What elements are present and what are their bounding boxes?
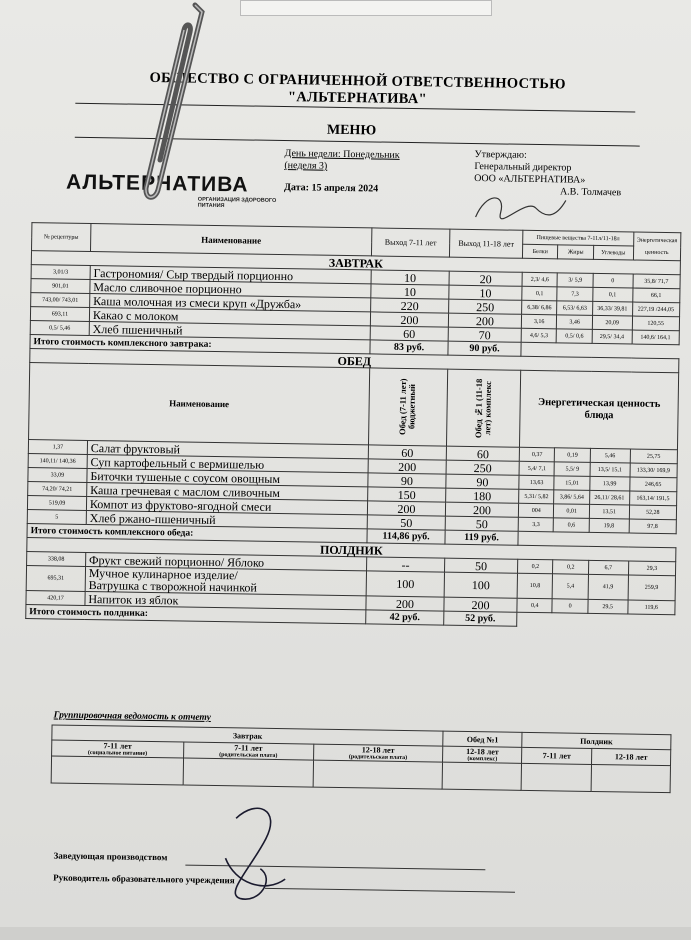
portion-junior: 200 [366,596,444,611]
dish-name: Каша молочная из смеси круп «Дружба» [90,293,371,311]
recipe-code: 338,08 [27,552,86,567]
recipe-code: 1,37 [28,440,87,455]
protein-value: 5,31/ 5,82 [519,489,555,504]
portion-senior: 60 [446,446,519,461]
grouping-c6: 12-18 лет [592,748,671,765]
carb-value: 0,1 [593,287,633,302]
dish-name: Хлеб пшеничный [89,321,370,339]
portion-junior: 200 [368,459,446,474]
grouping-lunch: Обед №1 [443,731,522,747]
snack-total-1: 42 руб. [366,610,444,625]
nutrients-header: Пищевые вещества 7-11л/11-18л [523,230,634,246]
carb-value: 29,5/ 34,4 [592,329,632,344]
breakfast-total-2: 90 руб. [448,341,521,356]
signature-line [265,888,515,893]
portion-senior: 70 [448,327,521,342]
dish-name: Биточки тушеные с соусом овощным [87,468,368,486]
dish-name: Каша гречневая с маслом сливочным [87,482,368,500]
protein-value: 0,37 [519,447,555,462]
breakfast-section-title: ЗАВТРАК [31,251,680,275]
menu-title: МЕНЮ [326,122,377,139]
portion-senior: 10 [449,285,522,300]
lunch-total-1: 114,86 руб. [367,529,445,544]
lunch-col1-header [368,368,447,446]
snack-section-title: ПОЛДНИК [27,538,676,562]
grouping-table [51,724,672,793]
grouping-snack: Полдник [522,732,671,749]
dish-name: Какао с молоком [89,307,370,325]
recipe-code: 420,17 [26,591,85,606]
dish-name: Масло сливочное порционно [90,280,371,298]
fat-value: 15,01 [554,476,590,491]
protein-value: 2,3/ 4,6 [522,272,558,287]
menu-date: Дата: 15 апреля 2024 [283,182,379,195]
carb-value: 19,8 [589,518,629,533]
fat-value: 0,01 [554,504,590,519]
dish-name-line: Мучное кулинарное изделие/ [88,566,238,583]
fat-value: 0,6 [554,518,590,533]
energy-value: 66,1 [632,288,680,303]
dish-name: Напиток из яблок [85,591,366,609]
protein-value: 4,6/ 5,3 [521,328,557,343]
approve-line: ООО «АЛЬТЕРНАТИВА» [474,173,586,186]
fat-value: 7,3 [557,287,593,302]
energy-value: 35,8/ 71,7 [632,274,680,289]
c4s: (комплекс) [467,755,498,763]
snack-total-label: Итого стоимость полдника: [26,605,366,624]
carb-value: 36,33/ 39,81 [592,301,632,316]
breakfast-total-label: Итого стоимость комплексного завтрака: [30,335,370,354]
protein-value: 6,38/ 6,86 [522,300,558,315]
portion-junior: 220 [371,298,449,313]
protein-value: 0,4 [517,598,553,613]
energy-value: 29,3 [628,561,676,576]
org-line-2: "АЛЬТЕРНАТИВА" [287,89,428,108]
protein-value: 10,8 [517,573,553,599]
protein-value: 004 [518,503,554,518]
fat-value: 5,5/ 9 [554,462,590,477]
menu-document [14,60,688,940]
energy-value: 163,14/ 191,5 [629,491,677,506]
carb-value: 13,51 [589,504,629,519]
energy-value: 246,65 [629,477,677,492]
carb-value: 13,99 [590,476,630,491]
portion-junior: -- [366,557,444,572]
dish-name: Хлеб ржано-пшеничный [86,510,367,528]
menu-table [25,222,681,629]
carb-value: 0 [593,273,633,288]
recipe-code: 901,01 [31,279,90,294]
carb-value: 20,09 [592,315,632,330]
carb-value: 41,9 [588,574,628,600]
snack-rows [26,552,676,615]
logo-wordmark: АЛЬТЕРНАТИВА [65,170,249,197]
c3: 12-18 лет [361,745,395,755]
lunch-total-2: 119 руб. [445,530,518,545]
c2: 7-11 лет [234,743,263,753]
fat-value: 0,19 [555,448,591,463]
carb-value: 6,7 [588,560,628,575]
fat-value: 3/ 5,9 [557,273,593,288]
energy-value: 25,75 [630,449,678,464]
dish-name: Суп картофельный с вермишелью [87,454,368,472]
portion-senior: 50 [445,516,518,531]
lunch-section-title: ОБЕД [30,349,679,373]
signature-head-label: Руководитель образовательного учреждения [53,872,235,886]
lunch-energy-header: Энергетическая ценность блюда [520,370,679,449]
signature-production-label: Заведующая производством [53,850,168,863]
recipe-code: 33,09 [28,468,87,483]
energy-value: 52,28 [629,505,677,520]
fat-value: 0,5/ 0,6 [557,329,593,344]
portion-senior: 200 [448,313,521,328]
fat-value: 0,2 [553,560,589,575]
carb-value: 13,5/ 15,1 [590,462,630,477]
weekday: День недели: Понедельник [284,148,400,161]
out1-col-header: Выход 7-11 лет [371,228,449,257]
grouping-title: Группировочная ведомость к отчету [53,710,211,723]
lunch-col1-text: Обед (7-11 лет) бюджетный [397,378,418,436]
recipe-code: 693,11 [30,307,89,322]
portion-senior: 50 [445,558,518,573]
paper-clip [140,0,220,210]
portion-junior: 10 [371,284,449,299]
recipe-col-header: № рецептуры [32,223,91,252]
lunch-total-label: Итого стоимость комплексного обеда: [27,524,367,543]
grouping-c5: 7-11 лет [522,747,592,764]
protein-value: 3,3 [518,517,554,532]
carb-value: 5,46 [590,448,630,463]
energy-value: 227,19 /244,05 [632,302,680,317]
director-signature [465,187,576,229]
protein-value: 0,2 [518,559,554,574]
week-number: (неделя 3) [284,160,328,172]
day-info [284,148,400,196]
portion-junior: 10 [371,270,449,285]
dish-name: Салат фруктовый [87,440,368,458]
fat-value: 3,46 [557,315,593,330]
recipe-code: 695,31 [26,566,85,592]
lunch-name-header: Наименование [29,363,370,445]
c4: 12-18 лет [466,746,499,757]
c3s: (родительская плата) [348,754,408,762]
lunch-col2-header [446,369,520,447]
portion-junior: 150 [368,487,446,502]
recipe-code: 743,00/ 743,01 [31,293,90,308]
lunch-col2-text: Обед №1 (11-18 лет) комплекс [473,378,494,438]
grouping-breakfast: Завтрак [52,725,444,746]
approve-line: Генеральный директор [474,161,572,174]
protein-value: 5,4/ 7,1 [519,461,555,476]
energy-value: 133,30/ 169,9 [630,463,678,478]
out2-col-header: Выход 11-18 лет [449,229,522,258]
lunch-rows [27,440,677,534]
portion-senior: 180 [446,488,519,503]
fat-value: 3,86/ 5,64 [554,490,590,505]
table-header-row [32,223,681,247]
recipe-code: 74,20/ 74,21 [28,482,87,497]
energy-value: 119,6 [627,600,675,615]
portion-junior: 60 [370,326,448,341]
portion-junior: 90 [368,473,446,488]
portion-senior: 100 [444,572,517,598]
portion-junior: 50 [367,515,445,530]
portion-junior: 60 [368,445,446,460]
name-col-header: Наименование [90,224,371,256]
breakfast-rows [30,265,680,345]
dish-name: Компот из фруктово-ягодной смеси [86,496,367,514]
dish-name: Гастрономия/ Сыр твердый порционно [90,266,371,284]
protein-value: 13,63 [519,475,555,490]
energy-value: 120,55 [632,316,680,331]
fat-header: Жиры [558,245,594,260]
portion-senior: 250 [449,299,522,314]
c1s: (социальное питание) [87,750,148,757]
grouping-c4 [443,746,522,763]
protein-value: 0,1 [522,286,558,301]
recipe-code: 3,01/3 [31,265,90,280]
portion-senior: 200 [445,502,518,517]
dish-name-line: Ватрушка с творожной начинкой [88,578,258,595]
fat-value: 5,4 [553,574,589,600]
carb-value: 29,5 [588,599,628,614]
portion-junior: 100 [366,571,444,597]
carb-value: 26,11/ 28,61 [589,490,629,505]
dish-name [85,566,366,595]
breakfast-total-1: 83 руб. [370,340,448,355]
protein-header: Белки [522,244,558,259]
energy-value: 140,6/ 164,1 [632,330,680,345]
portion-junior: 200 [367,501,445,516]
fat-value: 6,53/ 6,63 [557,301,593,316]
attached-paper-edge [240,0,492,16]
portion-senior: 200 [444,597,517,612]
org-line-1: ОБЩЕСТВО С ОГРАНИЧЕННОЙ ОТВЕТСТВЕННОСТЬЮ [149,69,566,93]
protein-value: 3,16 [521,314,557,329]
energy-value: 259,9 [628,575,676,601]
energy-header: Энергетическая ценность [633,232,681,261]
dish-name: Фрукт свежий порционно/ Яблоко [85,552,366,570]
energy-value: 97,8 [629,519,677,534]
c1: 7-11 лет [103,741,132,751]
portion-senior: 90 [446,474,519,489]
logo-subtitle: ОРГАНИЗАЦИЯ ЗДОРОВОГО ПИТАНИЯ [197,196,277,210]
portion-junior: 200 [370,312,448,327]
recipe-code: 5 [27,510,86,525]
recipe-code: 0,5/ 5,46 [30,321,89,336]
approve-line: Утверждаю: [474,149,527,161]
recipe-code: 140,11/ 140,36 [28,454,87,469]
handwritten-signature [205,798,297,909]
c2s: (родительская плата) [219,752,278,760]
approve-line: А.В. Толмачев [559,186,622,199]
lunch-header-row [29,363,679,450]
snack-total-2: 52 руб. [444,611,517,626]
carb-header: Углеводы [593,245,633,260]
portion-senior: 20 [449,271,522,286]
recipe-code: 519,09 [27,496,86,511]
portion-senior: 250 [446,460,519,475]
fat-value: 0 [552,599,588,614]
